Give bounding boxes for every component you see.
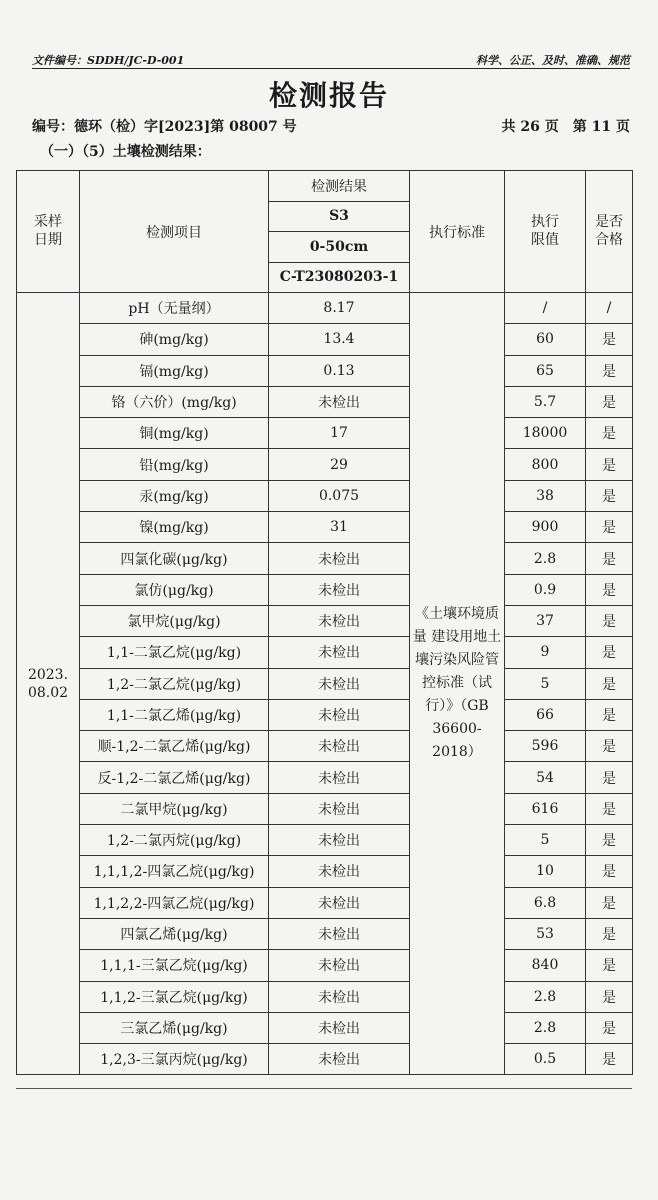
table-row — [17, 793, 633, 824]
test-result: 未检出 — [269, 856, 410, 887]
test-result: 未检出 — [269, 981, 410, 1012]
pass-status: 是 — [586, 324, 633, 355]
limit-value: 5 — [505, 668, 586, 699]
table-row — [17, 574, 633, 605]
limit-value: 60 — [505, 324, 586, 355]
test-result: 17 — [269, 418, 410, 449]
sample-date-value: 2023.08.02 — [27, 666, 69, 701]
limit-value: 2.8 — [505, 981, 586, 1012]
table-row — [17, 480, 633, 511]
header-limit — [505, 171, 586, 293]
test-result: 未检出 — [269, 1012, 410, 1043]
pass-status: 是 — [586, 1044, 633, 1075]
pass-status: 是 — [586, 574, 633, 605]
table-row — [17, 324, 633, 355]
test-result: 未检出 — [269, 605, 410, 636]
test-item: 1,2-二氯丙烷(μg/kg) — [80, 825, 269, 856]
table-row — [17, 762, 633, 793]
table-row — [17, 449, 633, 480]
test-result: 8.17 — [269, 293, 410, 324]
table-row — [17, 418, 633, 449]
table-row — [17, 731, 633, 762]
header-limit-label: 执行限值 — [531, 214, 559, 248]
table-row — [17, 386, 633, 417]
test-item: 砷(mg/kg) — [80, 324, 269, 355]
pass-status: 是 — [586, 887, 633, 918]
report-number: 编号：德环（检）字[2023]第 08007 号 — [32, 119, 297, 135]
test-result: 未检出 — [269, 887, 410, 918]
test-item: 1,1-二氯乙烯(μg/kg) — [80, 699, 269, 730]
test-item: 氯甲烷(μg/kg) — [80, 605, 269, 636]
test-item: 镍(mg/kg) — [80, 512, 269, 543]
limit-value: 0.5 — [505, 1044, 586, 1075]
test-result: 0.13 — [269, 355, 410, 386]
test-item: 二氯甲烷(μg/kg) — [80, 793, 269, 824]
table-row — [17, 512, 633, 543]
table-row — [17, 699, 633, 730]
limit-value: / — [505, 293, 586, 324]
section-heading: （一）（5）土壤检测结果： — [40, 144, 211, 160]
pass-status: 是 — [586, 480, 633, 511]
header-standard: 执行标准 — [410, 171, 505, 293]
pass-status: 是 — [586, 918, 633, 949]
test-result: 未检出 — [269, 731, 410, 762]
test-result: 0.075 — [269, 480, 410, 511]
pass-status: 是 — [586, 793, 633, 824]
pass-status: 是 — [586, 605, 633, 636]
test-item: 铬（六价）(mg/kg) — [80, 386, 269, 417]
pass-status: 是 — [586, 512, 633, 543]
test-result: 未检出 — [269, 637, 410, 668]
table-row — [17, 605, 633, 636]
header-test-item: 检测项目 — [80, 171, 269, 293]
test-item: 汞(mg/kg) — [80, 480, 269, 511]
test-result: 未检出 — [269, 762, 410, 793]
test-item: 顺-1,2-二氯乙烯(μg/kg) — [80, 731, 269, 762]
table-row — [17, 668, 633, 699]
company-motto: 科学、公正、及时、准确、规范 — [476, 54, 630, 67]
test-item: 四氯化碳(μg/kg) — [80, 543, 269, 574]
pass-status: 是 — [586, 699, 633, 730]
limit-value: 38 — [505, 480, 586, 511]
header-test-result: 检测结果 — [269, 171, 410, 202]
table-row — [17, 981, 633, 1012]
test-item: 反-1,2-二氯乙烯(μg/kg) — [80, 762, 269, 793]
header-sample-id: S3 — [269, 201, 410, 232]
test-item: 1,1,2-三氯乙烷(μg/kg) — [80, 981, 269, 1012]
test-result: 未检出 — [269, 668, 410, 699]
page-header — [32, 50, 630, 69]
header-pass — [586, 171, 633, 293]
pass-status: 是 — [586, 981, 633, 1012]
test-result: 13.4 — [269, 324, 410, 355]
table-row — [17, 543, 633, 574]
pass-status: 是 — [586, 355, 633, 386]
pass-status: 是 — [586, 543, 633, 574]
pass-status: 是 — [586, 1012, 633, 1043]
pass-status: 是 — [586, 856, 633, 887]
test-result: 未检出 — [269, 825, 410, 856]
test-result: 未检出 — [269, 950, 410, 981]
limit-value: 2.8 — [505, 543, 586, 574]
test-item: 1,1-二氯乙烷(μg/kg) — [80, 637, 269, 668]
test-item: 1,1,1,2-四氯乙烷(μg/kg) — [80, 856, 269, 887]
header-sample-date — [17, 171, 80, 293]
table-row — [17, 1044, 633, 1075]
header-depth: 0-50cm — [269, 232, 410, 263]
limit-value: 53 — [505, 918, 586, 949]
limit-value: 9 — [505, 637, 586, 668]
document-number: 文件编号：SDDH/JC-D-001 — [32, 54, 185, 67]
limit-value: 54 — [505, 762, 586, 793]
pass-status: / — [586, 293, 633, 324]
test-result: 未检出 — [269, 543, 410, 574]
sample-date — [17, 293, 80, 1075]
test-item: 铅(mg/kg) — [80, 449, 269, 480]
soil-results-table — [16, 170, 633, 1075]
pass-status: 是 — [586, 762, 633, 793]
table-row — [17, 887, 633, 918]
limit-value: 37 — [505, 605, 586, 636]
test-item: 1,2,3-三氯丙烷(μg/kg) — [80, 1044, 269, 1075]
table-row — [17, 1012, 633, 1043]
test-item: 1,2-二氯乙烷(μg/kg) — [80, 668, 269, 699]
test-result: 未检出 — [269, 699, 410, 730]
test-item: pH（无量纲） — [80, 293, 269, 324]
test-item: 镉(mg/kg) — [80, 355, 269, 386]
test-item: 铜(mg/kg) — [80, 418, 269, 449]
page-info: 共 26 页 第 11 页 — [501, 119, 630, 135]
table-row — [17, 918, 633, 949]
table-row — [17, 293, 633, 324]
table-row — [17, 825, 633, 856]
limit-value: 800 — [505, 449, 586, 480]
limit-value: 2.8 — [505, 1012, 586, 1043]
limit-value: 0.9 — [505, 574, 586, 605]
limit-value: 65 — [505, 355, 586, 386]
limit-value: 18000 — [505, 418, 586, 449]
test-result: 未检出 — [269, 793, 410, 824]
table-row — [17, 637, 633, 668]
limit-value: 6.8 — [505, 887, 586, 918]
pass-status: 是 — [586, 731, 633, 762]
limit-value: 5.7 — [505, 386, 586, 417]
limit-value: 616 — [505, 793, 586, 824]
test-result: 未检出 — [269, 1044, 410, 1075]
test-item: 四氯乙烯(μg/kg) — [80, 918, 269, 949]
pass-status: 是 — [586, 418, 633, 449]
table-row — [17, 856, 633, 887]
test-result: 31 — [269, 512, 410, 543]
test-item: 氯仿(μg/kg) — [80, 574, 269, 605]
pass-status: 是 — [586, 637, 633, 668]
limit-value: 5 — [505, 825, 586, 856]
standard: 《土壤环境质量 建设用地土壤污染风险管控标准（试行）》（GB 36600-2018） — [410, 293, 505, 1075]
footer-line — [16, 1088, 632, 1089]
table-row — [17, 355, 633, 386]
pass-status: 是 — [586, 950, 633, 981]
header-sample-date-label: 采样日期 — [34, 214, 62, 248]
header-pass-label: 是否合格 — [595, 214, 623, 248]
pass-status: 是 — [586, 668, 633, 699]
table-row — [17, 950, 633, 981]
limit-value: 66 — [505, 699, 586, 730]
page-title: 检测报告 — [268, 79, 389, 112]
header-sample-code: C-T23080203-1 — [269, 262, 410, 293]
test-result: 未检出 — [269, 574, 410, 605]
test-result: 未检出 — [269, 386, 410, 417]
test-item: 三氯乙烯(μg/kg) — [80, 1012, 269, 1043]
pass-status: 是 — [586, 386, 633, 417]
limit-value: 596 — [505, 731, 586, 762]
limit-value: 10 — [505, 856, 586, 887]
limit-value: 900 — [505, 512, 586, 543]
test-result: 29 — [269, 449, 410, 480]
test-item: 1,1,1-三氯乙烷(μg/kg) — [80, 950, 269, 981]
limit-value: 840 — [505, 950, 586, 981]
test-item: 1,1,2,2-四氯乙烷(μg/kg) — [80, 887, 269, 918]
pass-status: 是 — [586, 449, 633, 480]
test-result: 未检出 — [269, 918, 410, 949]
pass-status: 是 — [586, 825, 633, 856]
